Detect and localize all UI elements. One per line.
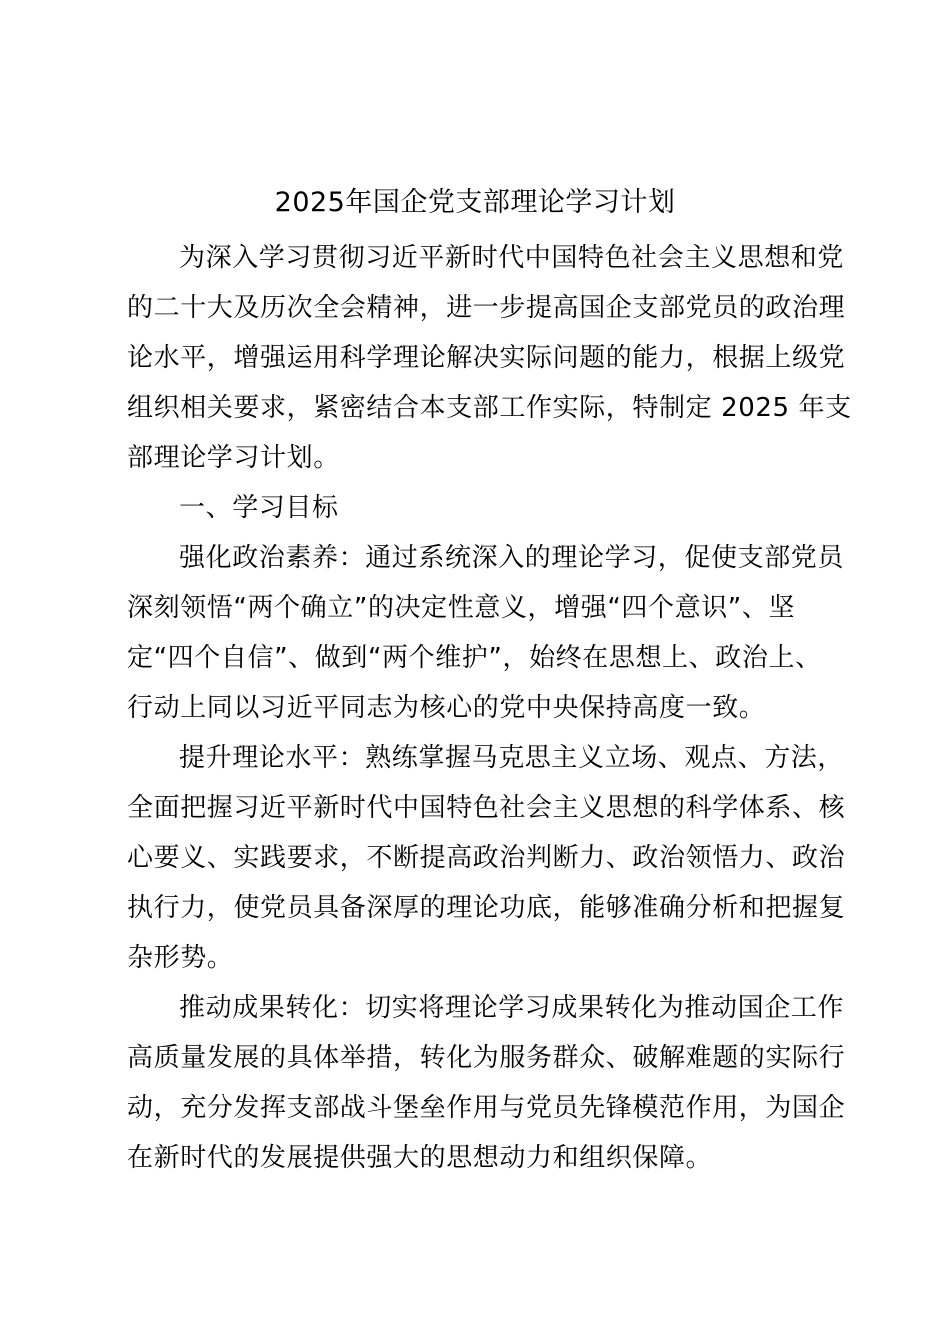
goal-paragraph-theory xyxy=(127,733,846,983)
text-line: 深刻领悟“两个确立”的决定性意义，增强“四个意识”、坚 xyxy=(127,593,796,623)
document-title: 2025年国企党支部理论学习计划 xyxy=(274,187,676,218)
goal-paragraph-results xyxy=(127,983,846,1183)
goal-paragraph-political xyxy=(127,533,845,733)
text-line: 心要义、实践要求，不断提高政治判断力、政治领悟力、政治 xyxy=(127,843,846,873)
section-heading xyxy=(127,483,839,533)
text-line: 动，充分发挥支部战斗堡垒作用与党员先锋模范作用，为国企 xyxy=(127,1093,846,1123)
text-line: 为深入学习贯彻习近平新时代中国特色社会主义思想和党 xyxy=(179,243,845,273)
text-line: 在新时代的发展提供强大的思想动力和组织保障。 xyxy=(127,1143,713,1173)
text-line: 高质量发展的具体举措，转化为服务群众、破解难题的实际行 xyxy=(127,1043,846,1073)
text-line: 组织相关要求，紧密结合本支部工作实际，特制定 2025 年支 xyxy=(127,393,852,423)
section-heading-text: 一、学习目标 xyxy=(179,493,339,523)
text-line: 杂形势。 xyxy=(127,943,234,973)
intro-paragraph xyxy=(127,233,852,483)
text-line: 提升理论水平：熟练掌握马克思主义立场、观点、方法， xyxy=(179,743,845,773)
text-line: 全面把握习近平新时代中国特色社会主义思想的科学体系、核 xyxy=(127,793,846,823)
text-line: 定“四个自信”、做到“两个维护”，始终在思想上、政治上、 xyxy=(127,643,822,673)
text-line: 行动上同以习近平同志为核心的党中央保持高度一致。 xyxy=(127,693,766,723)
text-line: 执行力，使党员具备深厚的理论功底，能够准确分析和把握复 xyxy=(127,893,846,923)
text-line: 强化政治素养：通过系统深入的理论学习，促使支部党员 xyxy=(179,543,845,573)
document-body xyxy=(127,233,852,1183)
text-line: 的二十大及历次全会精神，进一步提高国企支部党员的政治理 xyxy=(127,293,846,323)
text-line: 推动成果转化：切实将理论学习成果转化为推动国企工作 xyxy=(179,993,845,1023)
text-line: 论水平，增强运用科学理论解决实际问题的能力，根据上级党 xyxy=(127,343,846,373)
text-line: 部理论学习计划。 xyxy=(127,443,340,473)
